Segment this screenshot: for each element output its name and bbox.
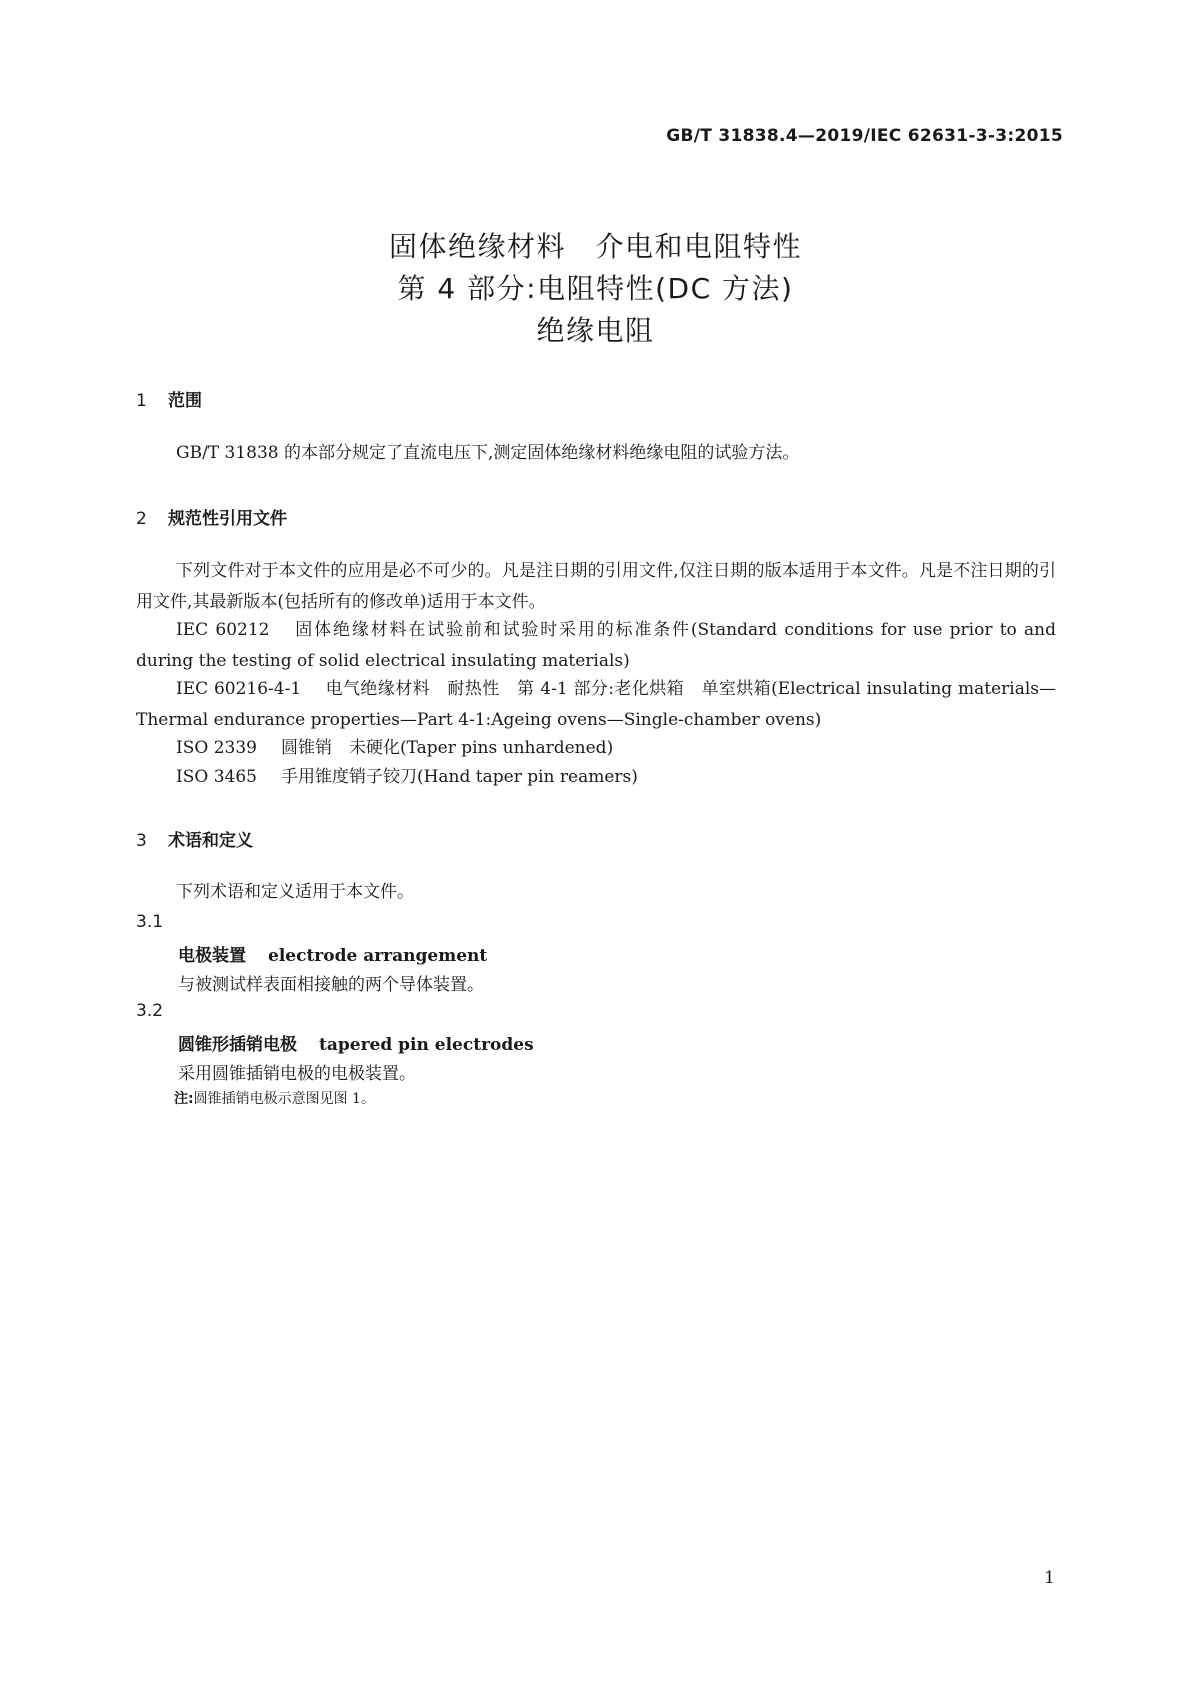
standard-number: GB/T 31838.4—2019/IEC 62631-3-3:2015 — [666, 126, 1063, 146]
reference-title: 手用锥度销子铰刀(Hand taper pin reamers) — [280, 767, 638, 787]
reference-title: 固体绝缘材料在试验前和试验时采用的标准条件(Standard conditions for use prior to and during the testing of solid electrical insulating materials) — [136, 620, 1056, 671]
term-name — [178, 1030, 534, 1055]
note-label: 注: — [174, 1091, 194, 1107]
term-number: 3.2 — [136, 1001, 164, 1021]
note — [174, 1088, 375, 1108]
reference-item — [136, 615, 1056, 677]
reference-title: 圆锥销 未硬化(Taper pins unhardened) — [280, 738, 614, 758]
reference-item — [136, 762, 1056, 793]
term-name — [178, 941, 487, 966]
term-definition: 与被测试样表面相接触的两个导体装置。 — [178, 975, 484, 995]
section-1-heading — [136, 386, 202, 411]
reference-code: ISO 3465 — [176, 767, 257, 787]
reference-code: IEC 60212 — [176, 620, 270, 640]
scope-text: GB/T 31838 的本部分规定了直流电压下,测定固体绝缘材料绝缘电阻的试验方法。 — [176, 443, 800, 463]
section-number: 1 — [136, 391, 147, 411]
section-title: 规范性引用文件 — [168, 509, 287, 529]
page-number: 1 — [1044, 1568, 1055, 1588]
section-title: 术语和定义 — [168, 831, 253, 851]
title-line-1: 固体绝缘材料 介电和电阻特性 — [388, 230, 802, 263]
reference-item — [136, 733, 1056, 764]
section-number: 2 — [136, 509, 147, 529]
reference-code: IEC 60216-4-1 — [176, 679, 302, 699]
reference-code: ISO 2339 — [176, 738, 257, 758]
term-name-cn: 电极装置 — [178, 946, 246, 966]
section-number: 3 — [136, 831, 147, 851]
section-2-heading — [136, 504, 287, 529]
reference-item — [136, 674, 1056, 736]
normative-references-intro: 下列文件对于本文件的应用是必不可少的。凡是注日期的引用文件,仅注日期的版本适用于本文件。凡是不注日期的引用文件,其最新版本(包括所有的修改单)适用于本文件。 — [136, 561, 1056, 612]
term-name-en: tapered pin electrodes — [319, 1035, 534, 1055]
terms-intro: 下列术语和定义适用于本文件。 — [176, 882, 414, 902]
section-3-heading — [136, 826, 253, 851]
section-title: 范围 — [168, 391, 202, 411]
term-definition: 采用圆锥插销电极的电极装置。 — [178, 1064, 416, 1084]
document-title — [0, 226, 1191, 352]
term-name-cn: 圆锥形插销电极 — [178, 1035, 297, 1055]
title-line-3: 绝缘电阻 — [536, 314, 655, 347]
note-text: 圆锥插销电极示意图见图 1。 — [193, 1091, 375, 1107]
term-number: 3.1 — [136, 912, 164, 932]
reference-title: 电气绝缘材料 耐热性 第 4-1 部分:老化烘箱 单室烘箱(Electrical insulating materials—Thermal endurance properties—Part 4-1:Ageing ovens—Single-chamber ovens) — [136, 679, 1056, 730]
term-name-en: electrode arrangement — [268, 946, 488, 966]
title-line-2: 第 4 部分:电阻特性(DC 方法) — [397, 272, 794, 305]
